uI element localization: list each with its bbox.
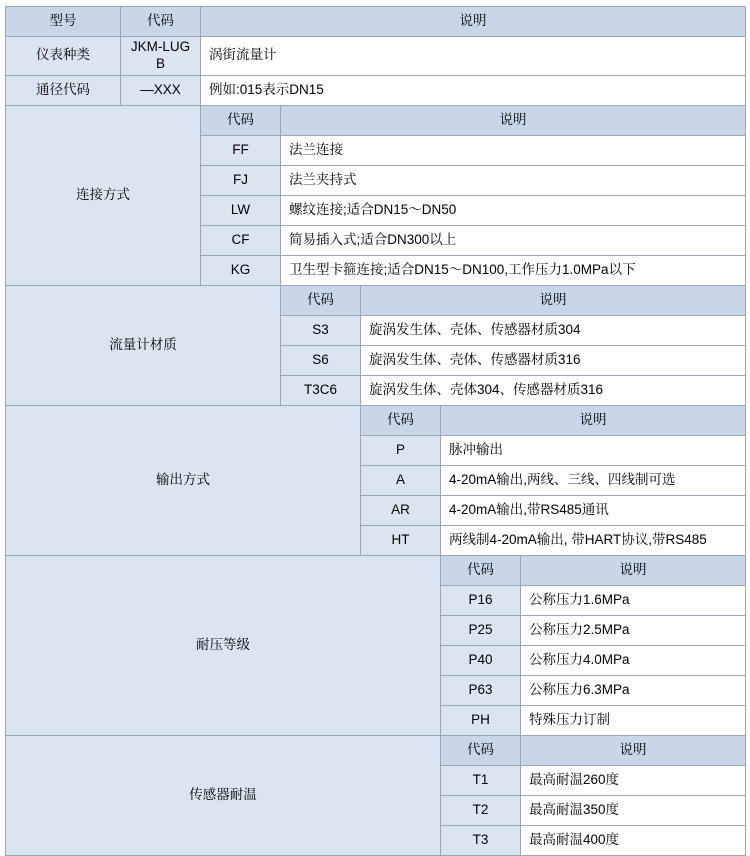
group-header-row [6, 735, 746, 765]
item-code: LW [201, 195, 281, 225]
item-code: HT [361, 525, 441, 555]
group-label-pressure: 耐压等级 [6, 555, 441, 735]
table-header-row [6, 7, 746, 37]
row-label: 通径代码 [6, 75, 121, 105]
row-code: JKM-LUGB [121, 37, 201, 76]
sub-header-code: 代码 [441, 735, 521, 765]
model-selection-table [5, 6, 746, 856]
sub-header-desc: 说明 [361, 285, 746, 315]
item-code: S3 [281, 315, 361, 345]
table-row [6, 75, 746, 105]
group-header-row [6, 105, 746, 135]
item-code: P63 [441, 675, 521, 705]
sub-header-code: 代码 [441, 555, 521, 585]
item-desc: 旋涡发生体、壳体、传感器材质304 [361, 315, 746, 345]
header-desc: 说明 [201, 7, 746, 37]
group-label-output: 输出方式 [6, 405, 361, 555]
item-desc: 法兰夹持式 [281, 165, 746, 195]
item-desc: 法兰连接 [281, 135, 746, 165]
item-code: KG [201, 255, 281, 285]
item-code: P [361, 435, 441, 465]
item-code: P25 [441, 615, 521, 645]
group-header-row [6, 285, 746, 315]
sub-header-desc: 说明 [441, 405, 746, 435]
row-desc: 例如:015表示DN15 [201, 75, 746, 105]
item-code: S6 [281, 345, 361, 375]
row-label: 仪表种类 [6, 37, 121, 76]
header-code: 代码 [121, 7, 201, 37]
header-model: 型号 [6, 7, 121, 37]
item-desc: 最高耐温400度 [521, 825, 746, 855]
item-code: FJ [201, 165, 281, 195]
item-code: PH [441, 705, 521, 735]
item-code: P40 [441, 645, 521, 675]
item-desc: 卫生型卡箍连接;适合DN15～DN100,工作压力1.0MPa以下 [281, 255, 746, 285]
item-code: T1 [441, 765, 521, 795]
item-desc: 特殊压力订制 [521, 705, 746, 735]
group-header-row [6, 555, 746, 585]
item-code: T2 [441, 795, 521, 825]
item-desc: 最高耐温260度 [521, 765, 746, 795]
item-code: A [361, 465, 441, 495]
item-code: P16 [441, 585, 521, 615]
item-code: T3 [441, 825, 521, 855]
item-desc: 公称压力1.6MPa [521, 585, 746, 615]
item-desc: 4-20mA输出,带RS485通讯 [441, 495, 746, 525]
item-desc: 公称压力2.5MPa [521, 615, 746, 645]
sub-header-code: 代码 [201, 105, 281, 135]
sub-header-code: 代码 [281, 285, 361, 315]
item-desc: 螺纹连接;适合DN15～DN50 [281, 195, 746, 225]
group-label-temperature: 传感器耐温 [6, 735, 441, 855]
item-desc: 旋涡发生体、壳体304、传感器材质316 [361, 375, 746, 405]
item-desc: 公称压力6.3MPa [521, 675, 746, 705]
table-row [6, 37, 746, 76]
sub-header-desc: 说明 [281, 105, 746, 135]
item-desc: 4-20mA输出,两线、三线、四线制可选 [441, 465, 746, 495]
sub-header-desc: 说明 [521, 735, 746, 765]
row-code: —XXX [121, 75, 201, 105]
item-code: AR [361, 495, 441, 525]
item-desc: 旋涡发生体、壳体、传感器材质316 [361, 345, 746, 375]
item-desc: 最高耐温350度 [521, 795, 746, 825]
item-code: CF [201, 225, 281, 255]
item-desc: 两线制4-20mA输出, 带HART协议,带RS485 [441, 525, 746, 555]
group-label-connection: 连接方式 [6, 105, 201, 285]
group-label-material: 流量计材质 [6, 285, 281, 405]
item-code: FF [201, 135, 281, 165]
sub-header-code: 代码 [361, 405, 441, 435]
sub-header-desc: 说明 [521, 555, 746, 585]
item-desc: 公称压力4.0MPa [521, 645, 746, 675]
item-code: T3C6 [281, 375, 361, 405]
item-desc: 脉冲输出 [441, 435, 746, 465]
item-desc: 简易插入式;适合DN300以上 [281, 225, 746, 255]
row-desc: 涡街流量计 [201, 37, 746, 76]
group-header-row [6, 405, 746, 435]
